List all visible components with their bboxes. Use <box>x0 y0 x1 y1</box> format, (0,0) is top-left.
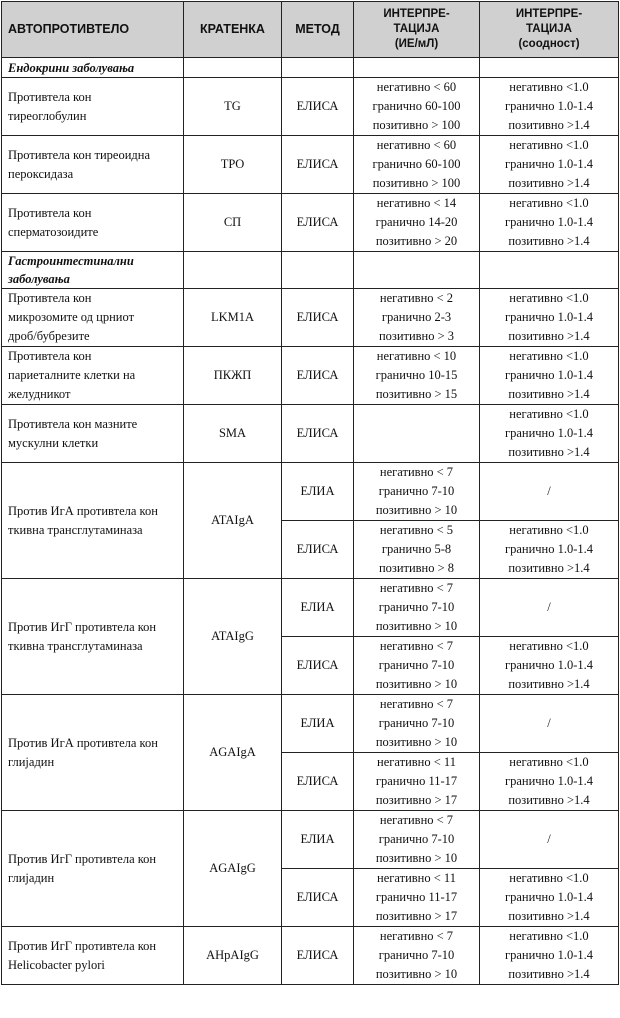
table-row <box>2 347 619 405</box>
empty-cell <box>282 58 354 78</box>
interpretation-ratio: негативно <1.0 гранично 1.0-1.4 позитивно >1.4 <box>480 869 619 927</box>
abbreviation: AGAIgG <box>184 811 282 927</box>
section-header-row <box>2 58 619 78</box>
autoantibody-table <box>1 1 619 985</box>
header-abbreviation: КРАТЕНКА <box>184 2 282 58</box>
empty-cell <box>184 252 282 289</box>
antibody-name: Против ИгГ противтела кон Helicobacter pylori <box>2 927 184 985</box>
interpretation-iu: негативно < 7 гранично 7-10 позитивно > 10 <box>354 811 480 869</box>
interpretation-ratio: негативно <1.0 гранично 1.0-1.4 позитивно >1.4 <box>480 136 619 194</box>
interpretation-iu: негативно < 7 гранично 7-10 позитивно > 10 <box>354 695 480 753</box>
abbreviation: TPO <box>184 136 282 194</box>
header-interpretation-ratio: ИНТЕРПРЕ- ТАЦИЈА (соодност) <box>480 2 619 58</box>
section-title: Гастроинтестинални заболувања <box>2 252 184 289</box>
antibody-name: Против ИгГ противтела кон ткивна трансглутаминаза <box>2 579 184 695</box>
abbreviation: ПКЖП <box>184 347 282 405</box>
table-row <box>2 695 619 753</box>
header-antibody: АВТОПРОТИВТЕЛО <box>2 2 184 58</box>
interpretation-ratio: негативно <1.0 гранично 1.0-1.4 позитивно >1.4 <box>480 521 619 579</box>
table-row <box>2 579 619 637</box>
method: ЕЛИСА <box>282 521 354 579</box>
antibody-name: Противтела кон сперматозоидите <box>2 194 184 252</box>
method: ЕЛИСА <box>282 136 354 194</box>
interpretation-iu: негативно < 7 гранично 7-10 позитивно > 10 <box>354 637 480 695</box>
method: ЕЛИСА <box>282 637 354 695</box>
interpretation-iu: негативно < 11 гранично 11-17 позитивно > 17 <box>354 869 480 927</box>
interpretation-ratio: негативно <1.0 гранично 1.0-1.4 позитивно >1.4 <box>480 927 619 985</box>
abbreviation: СП <box>184 194 282 252</box>
table-row <box>2 289 619 347</box>
abbreviation: TG <box>184 78 282 136</box>
table-body <box>2 58 619 985</box>
table-row <box>2 78 619 136</box>
abbreviation: ATAIgG <box>184 579 282 695</box>
table-row <box>2 405 619 463</box>
interpretation-iu: негативно < 10 гранично 10-15 позитивно > 15 <box>354 347 480 405</box>
method: ЕЛИСА <box>282 78 354 136</box>
table-row <box>2 136 619 194</box>
abbreviation: SMA <box>184 405 282 463</box>
interpretation-iu: негативно < 5 гранично 5-8 позитивно > 8 <box>354 521 480 579</box>
interpretation-iu: негативно < 60 гранично 60-100 позитивно > 100 <box>354 78 480 136</box>
empty-cell <box>480 252 619 289</box>
interpretation-ratio: негативно <1.0 гранично 1.0-1.4 позитивно >1.4 <box>480 753 619 811</box>
antibody-name: Противтела кон мазните мускулни клетки <box>2 405 184 463</box>
antibody-name: Против ИгГ противтела кон глијадин <box>2 811 184 927</box>
table-header <box>2 2 619 58</box>
interpretation-iu: негативно < 7 гранично 7-10 позитивно > 10 <box>354 579 480 637</box>
interpretation-iu: негативно < 60 гранично 60-100 позитивно > 100 <box>354 136 480 194</box>
method: ЕЛИА <box>282 695 354 753</box>
interpretation-ratio: негативно <1.0 гранично 1.0-1.4 позитивно >1.4 <box>480 78 619 136</box>
interpretation-iu <box>354 405 480 463</box>
abbreviation: AHpAIgG <box>184 927 282 985</box>
antibody-name: Противтела кон париеталните клетки на желудникот <box>2 347 184 405</box>
method: ЕЛИСА <box>282 927 354 985</box>
interpretation-ratio: негативно <1.0 гранично 1.0-1.4 позитивно >1.4 <box>480 289 619 347</box>
table-row <box>2 811 619 869</box>
section-header-row <box>2 252 619 289</box>
interpretation-iu: негативно < 7 гранично 7-10 позитивно > 10 <box>354 463 480 521</box>
interpretation-ratio: негативно <1.0 гранично 1.0-1.4 позитивно >1.4 <box>480 347 619 405</box>
header-method: МЕТОД <box>282 2 354 58</box>
method: ЕЛИА <box>282 579 354 637</box>
table-row <box>2 463 619 521</box>
empty-cell <box>184 58 282 78</box>
antibody-name: Против ИгА противтела кон глијадин <box>2 695 184 811</box>
interpretation-ratio: / <box>480 579 619 637</box>
method: ЕЛИСА <box>282 869 354 927</box>
method: ЕЛИСА <box>282 289 354 347</box>
interpretation-iu: негативно < 2 гранично 2-3 позитивно > 3 <box>354 289 480 347</box>
method: ЕЛИА <box>282 811 354 869</box>
header-interpretation-iu: ИНТЕРПРЕ- ТАЦИЈА (ИЕ/мЛ) <box>354 2 480 58</box>
interpretation-ratio: / <box>480 695 619 753</box>
method: ЕЛИСА <box>282 194 354 252</box>
section-title: Ендокрини заболувања <box>2 58 184 78</box>
antibody-name: Противтела кон тиреоглобулин <box>2 78 184 136</box>
antibody-name: Противтела кон тиреоидна пероксидаза <box>2 136 184 194</box>
table-row <box>2 927 619 985</box>
abbreviation: ATAIgA <box>184 463 282 579</box>
interpretation-ratio: / <box>480 463 619 521</box>
interpretation-ratio: / <box>480 811 619 869</box>
interpretation-ratio: негативно <1.0 гранично 1.0-1.4 позитивно >1.4 <box>480 405 619 463</box>
interpretation-iu: негативно < 14 гранично 14-20 позитивно > 20 <box>354 194 480 252</box>
antibody-name: Противтела кон микрозомите од црниот дроб/бубрезите <box>2 289 184 347</box>
empty-cell <box>282 252 354 289</box>
empty-cell <box>354 58 480 78</box>
abbreviation: LKM1A <box>184 289 282 347</box>
empty-cell <box>354 252 480 289</box>
interpretation-iu: негативно < 7 гранично 7-10 позитивно > 10 <box>354 927 480 985</box>
interpretation-ratio: негативно <1.0 гранично 1.0-1.4 позитивно >1.4 <box>480 194 619 252</box>
method: ЕЛИСА <box>282 753 354 811</box>
interpretation-iu: негативно < 11 гранично 11-17 позитивно > 17 <box>354 753 480 811</box>
method: ЕЛИСА <box>282 347 354 405</box>
method: ЕЛИСА <box>282 405 354 463</box>
table-row <box>2 194 619 252</box>
interpretation-ratio: негативно <1.0 гранично 1.0-1.4 позитивно >1.4 <box>480 637 619 695</box>
empty-cell <box>480 58 619 78</box>
method: ЕЛИА <box>282 463 354 521</box>
antibody-name: Против ИгА противтела кон ткивна трансглутаминаза <box>2 463 184 579</box>
abbreviation: AGAIgA <box>184 695 282 811</box>
